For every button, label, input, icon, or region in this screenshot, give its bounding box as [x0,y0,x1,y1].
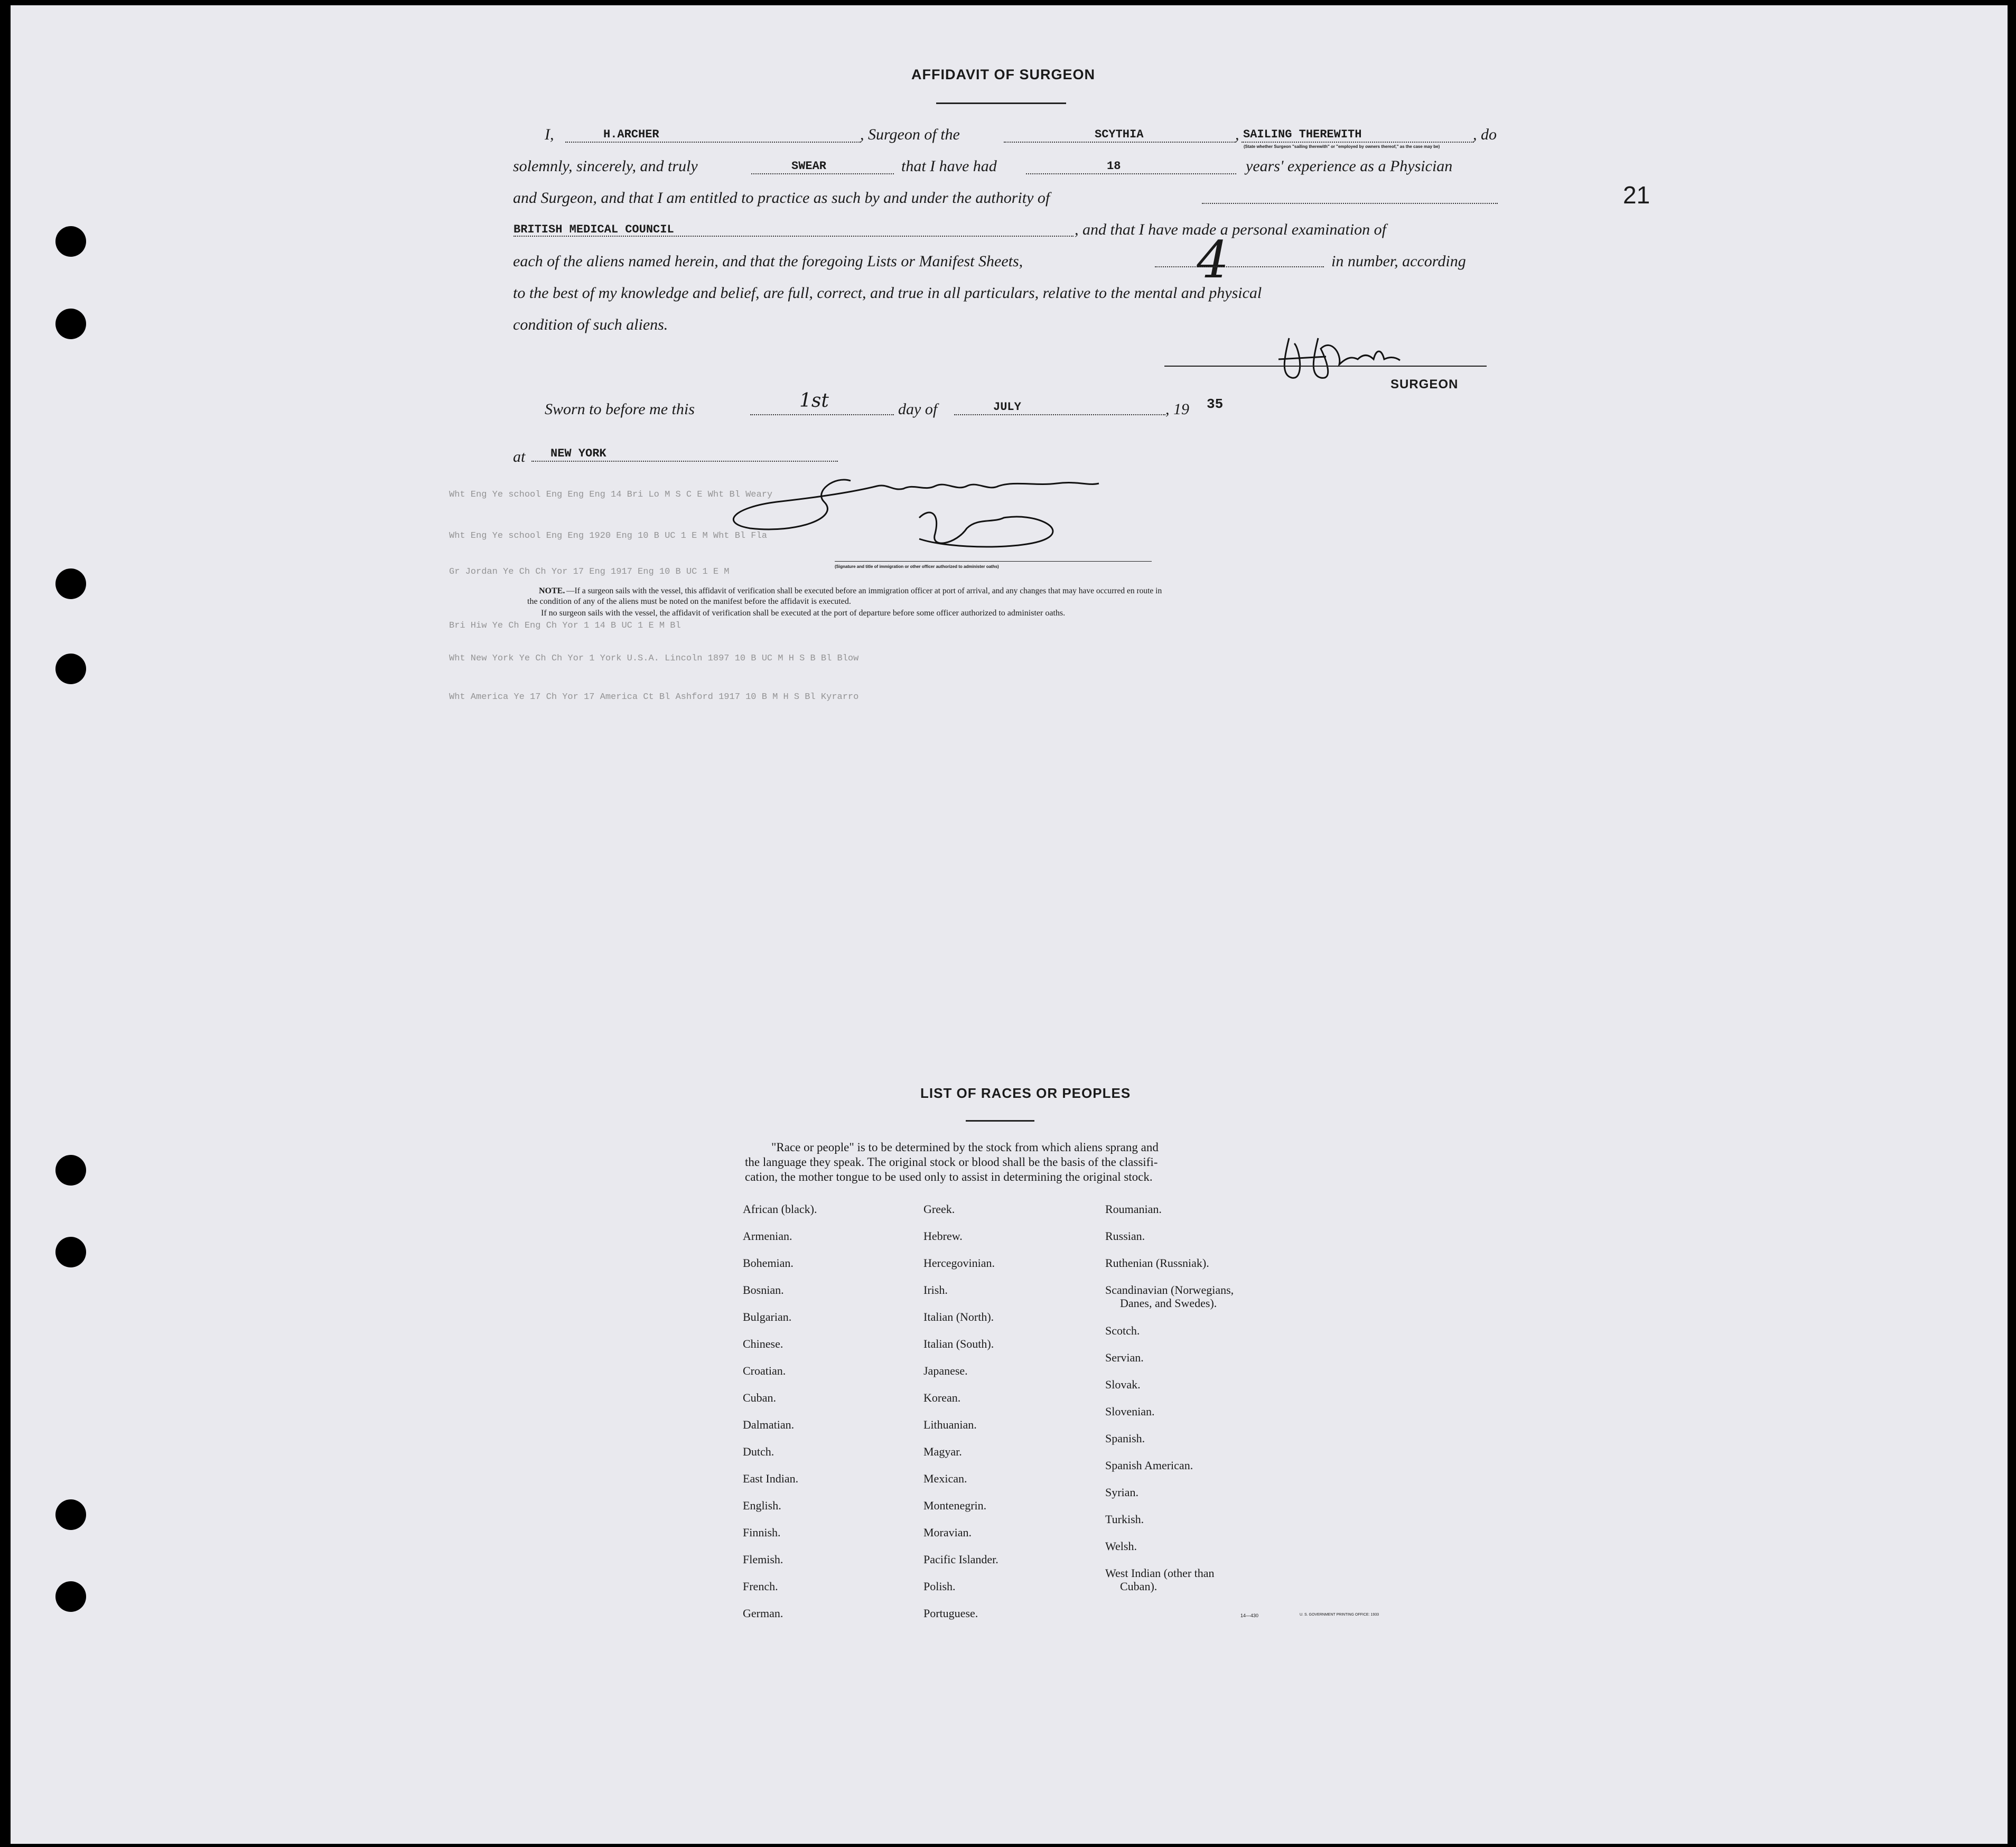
printer-imprint: U. S. GOVERNMENT PRINTING OFFICE: 1933 [1300,1613,1379,1617]
race-item: Finnish. [743,1526,781,1539]
race-item: Flemish. [743,1553,783,1566]
race-item: Danes, and Swedes). [1120,1296,1217,1310]
note-line1: —If a surgeon sails with the vessel, this affidavit of verification shall be executed before an immigration officer at port of arrival, and any changes that may have occurred en route in [566,586,1162,595]
races-title-rule [966,1120,1034,1122]
note-line3: If no surgeon sails with the vessel, the affidavit of verification shall be executed at the port of departure before some officer authorized to administer oaths. [541,609,1066,618]
binder-hole [55,1581,86,1612]
officer-signature-line [835,561,1152,562]
affidavit-line2-tail: years' experience as a Physician [1246,157,1453,175]
affidavit-line1-tail: , do [1473,126,1497,143]
affidavit-line4-tail: , and that I have made a personal examination of [1075,221,1386,238]
race-item: Armenian. [743,1229,792,1243]
race-item: Irish. [923,1283,948,1296]
affidavit-line1-comma: , [1235,126,1239,143]
officer-caption: (Signature and title of immigration or other officer authorized to administer oaths) [835,564,999,569]
bleed-through-row: Bri Hiw Ye Ch Eng Ch Yor 1 14 B UC 1 E M Bl [449,621,681,631]
note-line2: the condition of any of the aliens must be noted on the manifest before the affidavit is executed. [527,597,851,606]
race-item: Turkish. [1105,1513,1144,1526]
race-item: Magyar. [923,1445,962,1458]
race-item: Russian. [1105,1229,1145,1243]
form-number: 14—430 [1240,1613,1259,1618]
race-item: Servian. [1105,1351,1144,1364]
race-item: Bosnian. [743,1283,784,1296]
race-item: Montenegrin. [923,1499,987,1512]
sworn-day: 1st [799,390,829,412]
sworn-month: JULY [993,400,1021,414]
at-lead: at [513,448,526,465]
surgeon-status: SAILING THEREWITH [1243,128,1362,141]
surgeon-label: SURGEON [1390,377,1459,391]
race-item: Japanese. [923,1364,968,1377]
affidavit-line2-mid: that I have had [901,157,997,175]
sworn-mid: day of [898,400,938,418]
race-item: Hebrew. [923,1229,963,1243]
race-item: Dalmatian. [743,1418,795,1431]
affidavit-line1-mid: , Surgeon of the [860,126,960,143]
race-item: Hercegovinian. [923,1256,995,1270]
race-item: German. [743,1607,783,1620]
sheet-count-blank [1155,266,1324,267]
race-item: Korean. [923,1391,961,1404]
affidavit-line2-lead: solemnly, sincerely, and truly [513,157,698,175]
bleed-through-row: Wht New York Ye Ch Ch Yor 1 York U.S.A. Lincoln 1897 10 B UC M H S B Bl Blow [449,654,859,664]
surgeon-name-blank [565,142,861,143]
race-item: Slovenian. [1105,1405,1155,1418]
ship-name-blank [1004,142,1236,143]
race-item: Portuguese. [923,1607,978,1620]
status-instruction: (State whether Surgeon "sailing therewith" or "employed by owners thereof," as the case may be) [1244,144,1440,149]
race-item: Slovak. [1105,1378,1141,1391]
race-item: French. [743,1580,778,1593]
affidavit-line5-tail: in number, according [1331,253,1466,270]
note-label: NOTE. [539,586,565,595]
race-item: Chinese. [743,1337,783,1350]
binder-hole [55,654,86,684]
surgeon-status-blank [1242,142,1474,143]
affidavit-title-rule [936,102,1066,104]
ship-name: SCYTHIA [1095,128,1144,141]
oath-type-blank [751,173,894,174]
race-item: West Indian (other than [1105,1566,1215,1580]
race-item: Spanish American. [1105,1459,1193,1472]
authority-blank-upper [1202,203,1498,204]
binder-hole [55,568,86,599]
race-item: African (black). [743,1202,817,1216]
bleed-through-row: Gr Jordan Ye Ch Ch Yor 17 Eng 1917 Eng 10 B UC 1 E M [449,567,730,577]
bleed-through-row: Wht Eng Ye school Eng Eng Eng 14 Bri Lo M S C E Wht Bl Weary [449,490,773,500]
bleed-through-row: Wht America Ye 17 Ch Yor 17 America Ct Bl Ashford 1917 10 B M H S Bl Kyrarro [449,692,859,702]
races-intro-line: "Race or people" is to be determined by the stock from which aliens sprang and [771,1141,1159,1154]
race-item: Scotch. [1105,1324,1140,1337]
race-item: Moravian. [923,1526,972,1539]
bleed-through-row: Wht Eng Ye school Eng Eng 1920 Eng 10 B UC 1 E M Wht Bl Fla [449,531,767,541]
race-item: Syrian. [1105,1486,1138,1499]
page-number: 21 [1623,181,1650,209]
binder-hole [55,226,86,257]
manifest-page [11,5,2008,1844]
sworn-year: 35 [1207,396,1224,412]
sworn-century: , 19 [1165,400,1189,418]
years-experience: 18 [1107,160,1121,173]
race-item: Cuban). [1120,1580,1158,1593]
officer-signature [718,460,1120,565]
race-item: English. [743,1499,781,1512]
race-item: Italian (North). [923,1310,994,1323]
sworn-lead: Sworn to before me this [545,400,695,418]
sworn-month-blank [954,414,1165,415]
sworn-place: NEW YORK [550,447,606,460]
years-blank [1026,173,1236,174]
race-item: East Indian. [743,1472,799,1485]
race-item: Ruthenian (Russniak). [1105,1256,1209,1270]
race-item: Greek. [923,1202,955,1216]
binder-hole [55,1499,86,1530]
surgeon-name: H.ARCHER [603,128,659,141]
race-item: Polish. [923,1580,956,1593]
authority-blank [514,236,1074,237]
race-item: Dutch. [743,1445,774,1458]
race-item: Spanish. [1105,1432,1145,1445]
affidavit-line7: condition of such aliens. [513,316,668,333]
binder-hole [55,1155,86,1186]
race-item: Cuban. [743,1391,776,1404]
sworn-day-blank [750,414,894,415]
affidavit-title: AFFIDAVIT OF SURGEON [911,67,1095,82]
affidavit-line6: to the best of my knowledge and belief, are full, correct, and true in all particulars, relative to the mental and physical [513,284,1262,302]
binder-hole [55,309,86,339]
binder-hole [55,1237,86,1267]
race-item: Bulgarian. [743,1310,792,1323]
affidavit-line3: and Surgeon, and that I am entitled to practice as such by and under the authority of [513,189,1050,207]
race-item: Welsh. [1105,1540,1137,1553]
oath-type: SWEAR [791,160,827,173]
race-item: Lithuanian. [923,1418,977,1431]
races-title: LIST OF RACES OR PEOPLES [920,1085,1131,1101]
race-item: Croatian. [743,1364,786,1377]
race-item: Bohemian. [743,1256,794,1270]
licensing-authority: BRITISH MEDICAL COUNCIL [514,223,674,236]
affidavit-line1-lead: I, [545,126,554,143]
manifest-sheet-count: 4 [1197,230,1229,290]
race-item: Mexican. [923,1472,967,1485]
affidavit-line5-lead: each of the aliens named herein, and that the foregoing Lists or Manifest Sheets, [513,253,1023,270]
races-intro-line: the language they speak. The original stock or blood shall be the basis of the classifi- [745,1155,1158,1169]
race-item: Roumanian. [1105,1202,1162,1216]
surgeon-signature-line [1164,366,1487,367]
race-item: Italian (South). [923,1337,994,1350]
races-intro-line: cation, the mother tongue to be used only to assist in determining the original stock. [745,1170,1153,1183]
race-item: Pacific Islander. [923,1553,998,1566]
race-item: Scandinavian (Norwegians, [1105,1283,1234,1296]
